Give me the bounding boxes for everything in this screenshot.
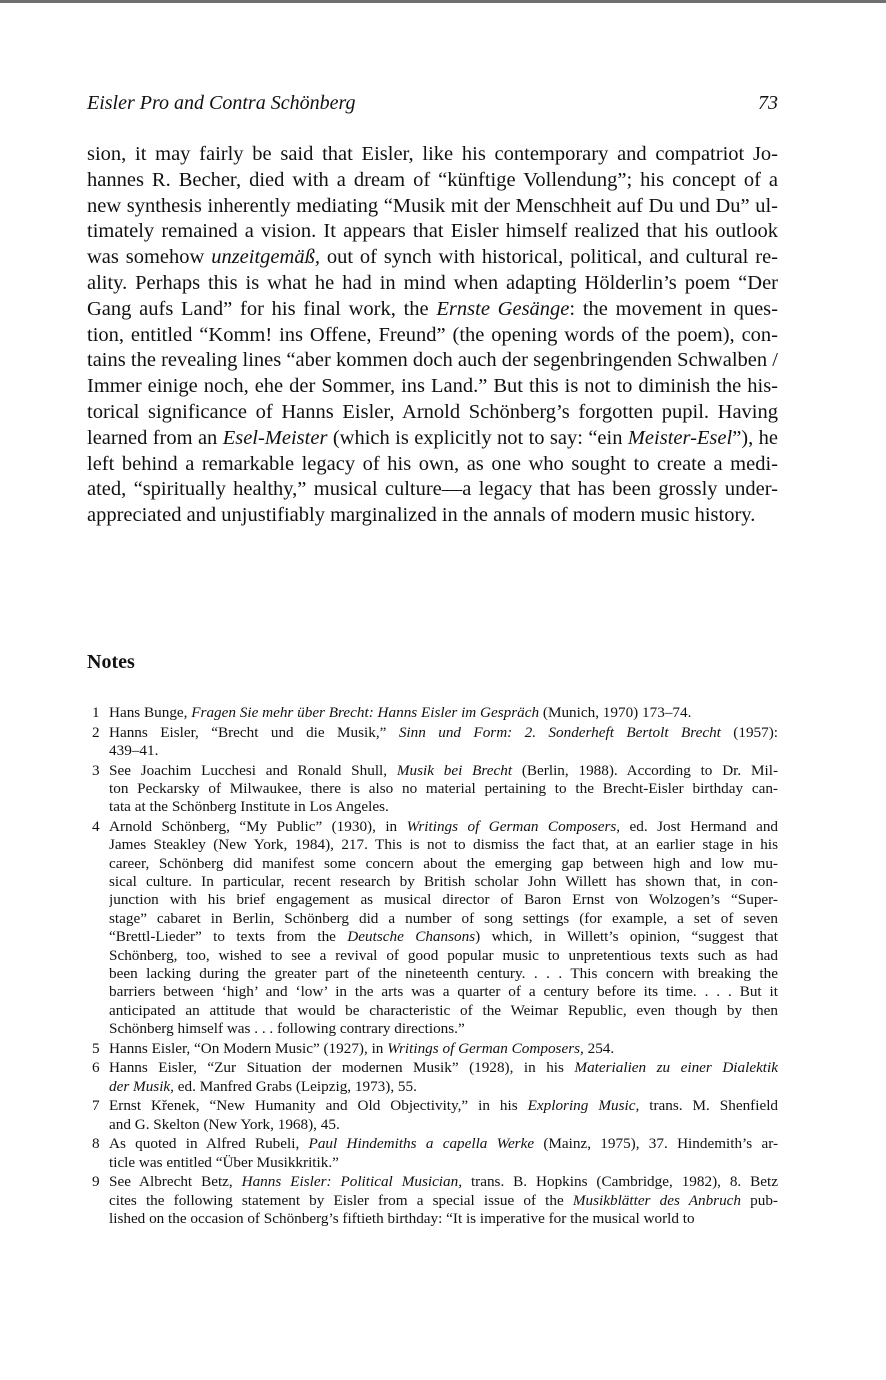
- italic-text: Musik bei Brecht: [396, 761, 513, 779]
- text-run: stage” cabaret in Berlin, Schönberg did a number of song settings (for example, a set of seven: [109, 909, 778, 927]
- text-run: timately remained a vision. It appears that Eisler himself realized that his outlook: [87, 220, 778, 243]
- italic-text: Sinn und Form: 2. Sonderheft Bertolt Brecht: [398, 723, 721, 741]
- italic-text: Meister-Esel: [627, 426, 733, 449]
- note-line: [109, 780, 778, 798]
- text-run: Schönberg himself was . . . following contrary directions.”: [109, 1020, 465, 1038]
- text-run: (which is explicitly not to say: “ein: [327, 426, 628, 449]
- text-run: See Albrecht Betz,: [109, 1173, 242, 1191]
- body-line: [87, 426, 778, 452]
- note-line: [109, 818, 778, 836]
- running-header: [87, 88, 778, 118]
- note-line: [109, 1020, 778, 1038]
- note-text: [109, 1059, 778, 1096]
- text-run: sical culture. In particular, recent research by British scholar John Willett has shown that, in con-: [109, 873, 778, 891]
- text-run: 439–41.: [109, 741, 159, 759]
- italic-text: Musikblätter des Anbruch: [572, 1191, 742, 1209]
- text-run: lished on the occasion of Schönberg’s fiftieth birthday: “It is imperative for the musical world to: [109, 1210, 695, 1228]
- text-run: (Mainz, 1975), 37. Hindemith’s ar-: [534, 1135, 778, 1153]
- note-number: 4: [92, 817, 100, 835]
- text-run: appreciated and unjustifiably marginalized in the annals of modern music history.: [87, 504, 756, 527]
- note-item: [87, 1040, 778, 1058]
- body-line: [87, 348, 778, 374]
- note-line: [109, 1154, 778, 1172]
- text-run: ated, “spiritually healthy,” musical culture—a legacy that has been grossly under-: [87, 478, 778, 501]
- body-line: [87, 297, 778, 323]
- italic-text: Fragen Sie mehr über Brecht: Hanns Eisler im Gespräch: [191, 704, 540, 721]
- text-run: : the movement in ques-: [569, 297, 778, 320]
- italic-text: Writings of German Composers,: [387, 1039, 584, 1057]
- text-run: Immer einige noch, ehe der Sommer, ins Land.” But this is not to diminish the his-: [87, 375, 778, 398]
- note-number: 9: [92, 1173, 100, 1191]
- text-run: Hanns Eisler, “Zur Situation der modernen Musik” (1928), in his: [109, 1059, 575, 1077]
- text-run: See Joachim Lucchesi and Ronald Shull,: [109, 761, 397, 779]
- body-line: [87, 219, 778, 245]
- note-text: [109, 1097, 778, 1134]
- italic-text: Deutsche Chansons: [347, 928, 476, 946]
- text-run: tata at the Schönberg Institute in Los Angeles.: [109, 798, 389, 816]
- italic-text: Materialien zu einer Dialektik: [574, 1059, 778, 1077]
- text-run: Schönberg, too, wished to see a revival of good popular music to unpretentious texts such as had: [109, 946, 778, 964]
- italic-text: Ernste Gesänge: [436, 297, 570, 320]
- text-run: James Steakley (New York, 1984), 217. This is not to dismiss the fact that, at an earlier stage in his: [109, 836, 778, 854]
- body-line: [87, 271, 778, 297]
- text-run: tains the revealing lines “aber kommen doch auch der segenbringenden Schwalben /: [87, 349, 778, 372]
- text-run: pub-: [741, 1191, 778, 1209]
- text-run: trans. M. Shenfield: [639, 1097, 778, 1115]
- body-line: [87, 168, 778, 194]
- note-number: 5: [92, 1039, 100, 1057]
- note-item: [87, 818, 778, 1039]
- body-line: [87, 477, 778, 503]
- note-item: [87, 1135, 778, 1172]
- body-line: [87, 323, 778, 349]
- body-line: [87, 452, 778, 478]
- text-run: Ernst Křenek, “New Humanity and Old Objectivity,” in his: [109, 1097, 528, 1115]
- note-text: [109, 762, 778, 817]
- note-line: [109, 798, 778, 816]
- note-line: [109, 855, 778, 873]
- text-run: ed. Manfred Grabs (Leipzig, 1973), 55.: [173, 1077, 417, 1095]
- text-run: sion, it may fairly be said that Eisler, like his contemporary and compatriot Jo-: [87, 143, 778, 165]
- top-edge-rule: [0, 0, 886, 3]
- note-number: 2: [92, 723, 100, 741]
- note-item: [87, 1059, 778, 1096]
- text-run: ) which, in Willett’s opinion, “suggest that: [475, 928, 778, 946]
- note-item: [87, 1173, 778, 1228]
- text-run: was somehow: [87, 246, 212, 269]
- italic-text: Hanns Eisler: Political Musician,: [241, 1173, 463, 1191]
- text-run: junction with his brief engagement as musical director of Baron Ernst von Wolzogen’s “Super-: [109, 891, 778, 909]
- note-item: [87, 704, 778, 722]
- note-line: [109, 947, 778, 965]
- note-number: 8: [92, 1135, 100, 1153]
- text-run: Gang aufs Land” for his final work, the: [87, 297, 437, 320]
- body-line: [87, 142, 778, 168]
- note-line: [109, 1135, 778, 1153]
- note-line: [109, 928, 778, 946]
- italic-text: Exploring Music,: [527, 1097, 640, 1115]
- notes-heading: Notes: [87, 651, 135, 673]
- note-item: [87, 1097, 778, 1134]
- text-run: Arnold Schönberg, “My Public” (1930), in: [109, 817, 407, 835]
- text-run: new synthesis inherently mediating “Musik mit der Menschheit auf Du und Du” ul-: [87, 194, 778, 217]
- text-run: been lacking during the greater part of the nineteenth century. . . . This concern with breaking the: [109, 965, 778, 983]
- note-line: [109, 1040, 778, 1058]
- italic-text: unzeitgemäß,: [211, 246, 320, 269]
- note-line: [109, 1210, 778, 1228]
- note-number: 6: [92, 1059, 100, 1077]
- note-line: [109, 891, 778, 909]
- text-run: ticle was entitled “Über Musikkritik.”: [109, 1153, 339, 1171]
- note-line: [109, 762, 778, 780]
- note-line: [109, 1078, 778, 1096]
- text-run: Hanns Eisler, “On Modern Music” (1927), in: [109, 1039, 388, 1057]
- page-number: 73: [758, 92, 778, 114]
- text-run: ton Peckarsky of Milwaukee, there is also no material pertaining to the Brecht-Eisler birthday can-: [109, 779, 778, 797]
- note-line: [109, 965, 778, 983]
- note-line: [109, 724, 778, 742]
- body-line: [87, 400, 778, 426]
- running-title: Eisler Pro and Contra Schönberg: [87, 92, 356, 114]
- note-line: [109, 983, 778, 1001]
- text-run: 254.: [583, 1039, 615, 1057]
- note-line: [109, 742, 778, 760]
- note-line: [109, 1002, 778, 1020]
- text-run: “Brettl-Lieder” to texts from the: [109, 928, 348, 946]
- note-text: [109, 1173, 778, 1228]
- italic-text: Writings of German Composers,: [406, 817, 621, 835]
- body-line: [87, 503, 778, 529]
- note-text: [109, 724, 778, 761]
- note-line: [109, 1059, 778, 1077]
- note-line: [109, 910, 778, 928]
- text-run: hannes R. Becher, died with a dream of “künftige Vollendung”; his concept of a: [87, 168, 778, 191]
- text-run: career, Schönberg did manifest some concern about the emerging gap between high and low mu-: [109, 854, 778, 872]
- text-run: ”), he: [732, 426, 778, 449]
- note-line: [109, 1173, 778, 1191]
- text-run: ality. Perhaps this is what he had in mind when adapting Hölderlin’s poem “Der: [87, 271, 778, 294]
- note-line: [109, 704, 778, 722]
- text-run: trans. B. Hopkins (Cambridge, 1982), 8. Betz: [462, 1173, 778, 1191]
- note-item: [87, 762, 778, 817]
- note-line: [109, 873, 778, 891]
- note-number: 3: [92, 761, 100, 779]
- text-run: cites the following statement by Eisler from a special issue of the: [109, 1191, 573, 1209]
- note-text: [109, 704, 778, 722]
- body-paragraph: [87, 142, 778, 529]
- italic-text: der Musik,: [109, 1077, 174, 1095]
- text-run: torical significance of Hanns Eisler, Arnold Schönberg’s forgotten pupil. Having: [87, 400, 778, 423]
- text-run: learned from an: [87, 426, 223, 449]
- note-line: [109, 1192, 778, 1210]
- text-run: As quoted in Alfred Rubeli,: [109, 1135, 309, 1153]
- body-line: [87, 194, 778, 220]
- text-run: barriers between ‘high’ and ‘low’ in the arts was a quarter of a century before its time. . . . But it: [109, 983, 778, 1001]
- note-text: [109, 1135, 778, 1172]
- note-text: [109, 818, 778, 1039]
- text-run: ed. Jost Hermand and: [620, 817, 778, 835]
- note-line: [109, 1097, 778, 1115]
- note-line: [109, 1116, 778, 1134]
- text-run: and G. Skelton (New York, 1968), 45.: [109, 1115, 340, 1133]
- italic-text: Esel-Meister: [222, 426, 328, 449]
- text-run: anticipated an attitude that would be characteristic of the Weimar Republic, even though by then: [109, 1001, 778, 1019]
- body-line: [87, 245, 778, 271]
- text-run: Hanns Eisler, “Brecht und die Musik,”: [109, 723, 399, 741]
- text-run: Hans Bunge,: [109, 704, 192, 721]
- text-run: left behind a remarkable legacy of his own, as one who sought to create a medi-: [87, 452, 778, 475]
- note-number: 1: [92, 704, 100, 721]
- note-number: 7: [92, 1097, 100, 1115]
- note-line: [109, 836, 778, 854]
- note-item: [87, 724, 778, 761]
- text-run: (Munich, 1970) 173–74.: [539, 704, 692, 721]
- body-line: [87, 374, 778, 400]
- italic-text: Paul Hindemiths a capella Werke: [308, 1135, 535, 1153]
- text-run: tion, entitled “Komm! ins Offene, Freund” (the opening words of the poem), con-: [87, 323, 778, 346]
- notes-list: [87, 704, 778, 1230]
- note-text: [109, 1040, 778, 1058]
- text-run: (Berlin, 1988). According to Dr. Mil-: [512, 761, 778, 779]
- text-run: out of synch with historical, political, and cultural re-: [319, 246, 778, 269]
- text-run: (1957):: [720, 723, 778, 741]
